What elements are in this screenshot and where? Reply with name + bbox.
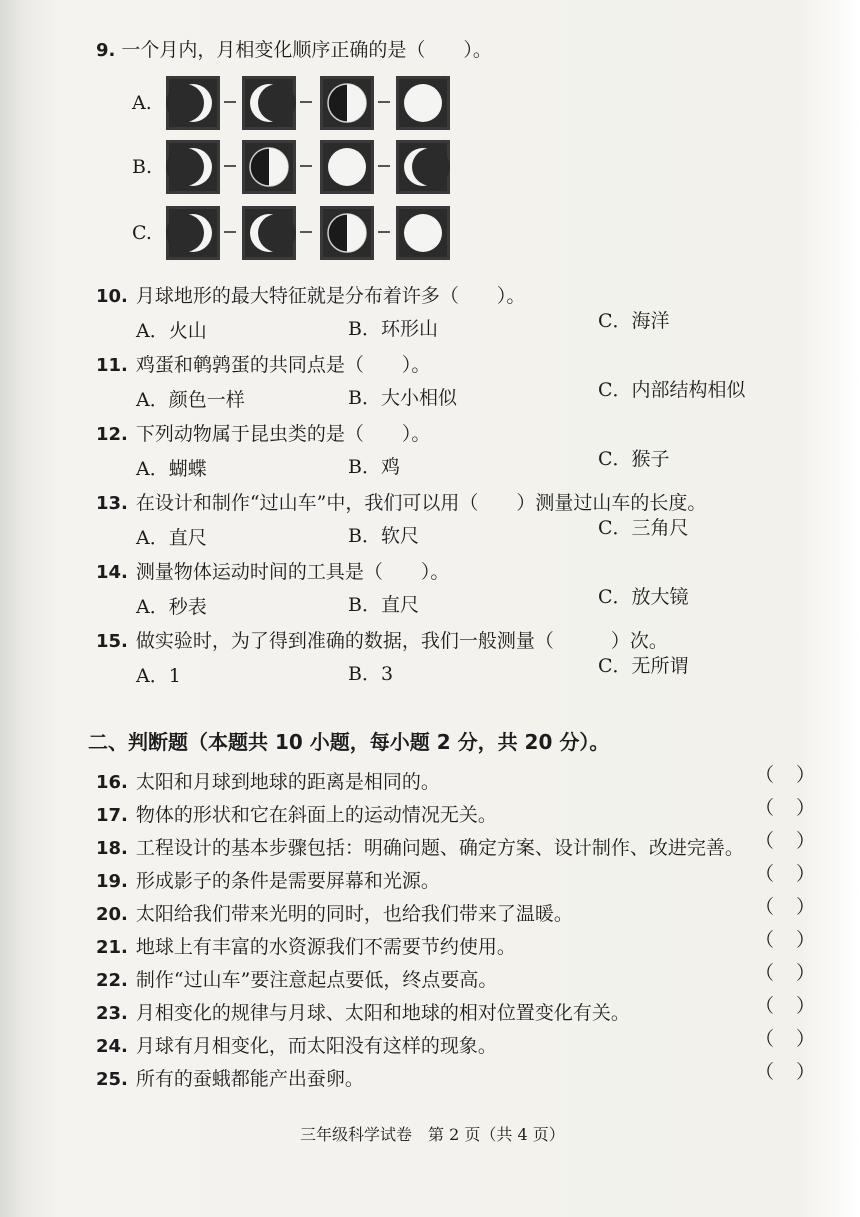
- judgment-item: [96, 1067, 364, 1092]
- first-quarter-moon-icon: [320, 206, 374, 260]
- answer-blank[interactable]: [755, 760, 815, 787]
- answer-option: A．火山: [136, 320, 207, 342]
- question-item: [96, 491, 706, 516]
- first-quarter-moon-icon: [242, 140, 296, 194]
- answer-option: B．3: [348, 663, 394, 685]
- question-text: 在设计和制作“过山车”中，我们可以用（ ）测量过山车的长度。: [135, 492, 707, 514]
- answer-option: C．放大镜: [598, 586, 689, 608]
- close-paren: ）: [795, 1028, 815, 1050]
- answer-option: B．环形山: [348, 318, 438, 340]
- question-item: [96, 422, 430, 447]
- judgment-item: [96, 1001, 630, 1026]
- question-number: 15.: [96, 631, 128, 652]
- question-item: [96, 629, 668, 654]
- open-paren: （: [755, 962, 775, 984]
- answer-blank[interactable]: [755, 1057, 815, 1084]
- waxing-crescent-moon-icon: [166, 140, 220, 194]
- full-moon-moon-icon: [396, 76, 450, 130]
- waxing-crescent-moon-icon: [166, 206, 220, 260]
- answer-option: C．猴子: [598, 448, 670, 470]
- question-text: 物体的形状和它在斜面上的运动情况无关。: [135, 804, 497, 826]
- sequence-dash: [300, 101, 312, 103]
- judgment-item: [96, 902, 573, 927]
- waning-crescent-moon-icon: [396, 140, 450, 194]
- question-number: 10.: [96, 286, 128, 307]
- answer-option: B．鸡: [348, 456, 400, 478]
- question-text: 所有的蚕蛾都能产出蚕卵。: [135, 1068, 364, 1090]
- judgment-item: [96, 869, 440, 894]
- close-paren: ）: [795, 896, 815, 918]
- question-text: 制作“过山车”要注意起点要低，终点要高。: [135, 969, 498, 991]
- answer-blank[interactable]: [755, 1024, 815, 1051]
- answer-option: C．三角尺: [598, 517, 689, 539]
- judgment-item: [96, 770, 440, 795]
- close-paren: ）: [795, 962, 815, 984]
- question-text: 工程设计的基本步骤包括：明确问题、确定方案、设计制作、改进完善。: [135, 837, 744, 859]
- answer-option: C．无所谓: [598, 655, 689, 677]
- question-number: 11.: [96, 355, 128, 376]
- question-number: 21.: [96, 937, 128, 958]
- answer-blank[interactable]: [755, 793, 815, 820]
- answer-option: A．蝴蝶: [136, 458, 207, 480]
- close-paren: ）: [795, 830, 815, 852]
- answer-option: B．直尺: [348, 594, 419, 616]
- section-title: 二、判断题（本题共 10 小题，每小题 2 分，共 20 分）。: [88, 730, 610, 754]
- option-label: B.: [132, 156, 153, 178]
- question-item: [96, 353, 430, 378]
- question-number: 17.: [96, 805, 128, 826]
- answer-option: A．颜色一样: [136, 389, 245, 411]
- question-text: 一个月内，月相变化顺序正确的是（ ）。: [121, 39, 492, 61]
- question-number: 20.: [96, 904, 128, 925]
- option-label: A.: [132, 92, 152, 114]
- question-9: [96, 38, 492, 63]
- option-label: C.: [132, 222, 152, 244]
- answer-option: A．秒表: [136, 596, 207, 618]
- open-paren: （: [755, 797, 775, 819]
- question-number: 12.: [96, 424, 128, 445]
- close-paren: ）: [795, 995, 815, 1017]
- moon-option-row: [132, 206, 462, 262]
- question-number: 19.: [96, 871, 128, 892]
- open-paren: （: [755, 1061, 775, 1083]
- open-paren: （: [755, 830, 775, 852]
- question-number: 23.: [96, 1003, 128, 1024]
- waxing-crescent-moon-icon: [166, 76, 220, 130]
- question-number: 9.: [96, 40, 116, 61]
- judgment-item: [96, 1034, 497, 1059]
- question-text: 月球地形的最大特征就是分布着许多（ ）。: [135, 285, 526, 307]
- waning-crescent-moon-icon: [242, 76, 296, 130]
- question-number: 22.: [96, 970, 128, 991]
- open-paren: （: [755, 995, 775, 1017]
- page-footer: 三年级科学试卷 第 2 页（共 4 页）: [300, 1125, 565, 1144]
- first-quarter-moon-icon: [320, 76, 374, 130]
- question-number: 13.: [96, 493, 128, 514]
- answer-option: B．软尺: [348, 525, 419, 547]
- question-number: 24.: [96, 1036, 128, 1057]
- judgment-item: [96, 968, 497, 993]
- question-text: 做实验时，为了得到准确的数据，我们一般测量（ ）次。: [135, 630, 668, 652]
- sequence-dash: [300, 165, 312, 167]
- answer-blank[interactable]: [755, 925, 815, 952]
- question-item: [96, 560, 449, 585]
- answer-option: C．海洋: [598, 310, 670, 332]
- answer-option: B．大小相似: [348, 387, 457, 409]
- judgment-item: [96, 836, 744, 861]
- answer-blank[interactable]: [755, 892, 815, 919]
- question-number: 18.: [96, 838, 128, 859]
- judgment-item: [96, 803, 497, 828]
- question-text: 形成影子的条件是需要屏幕和光源。: [135, 870, 440, 892]
- moon-option-row: [132, 140, 462, 196]
- question-number: 25.: [96, 1069, 128, 1090]
- question-text: 太阳和月球到地球的距离是相同的。: [135, 771, 440, 793]
- answer-option: A．直尺: [136, 527, 207, 549]
- answer-blank[interactable]: [755, 991, 815, 1018]
- question-text: 太阳给我们带来光明的同时，也给我们带来了温暖。: [135, 903, 573, 925]
- answer-blank[interactable]: [755, 958, 815, 985]
- sequence-dash: [378, 231, 390, 233]
- open-paren: （: [755, 896, 775, 918]
- sequence-dash: [378, 165, 390, 167]
- answer-option: A．1: [136, 665, 181, 687]
- question-text: 鸡蛋和鹌鹑蛋的共同点是（ ）。: [135, 354, 431, 376]
- full-moon-moon-icon: [320, 140, 374, 194]
- sequence-dash: [378, 101, 390, 103]
- question-item: [96, 284, 525, 309]
- open-paren: （: [755, 929, 775, 951]
- judgment-item: [96, 935, 516, 960]
- open-paren: （: [755, 1028, 775, 1050]
- answer-option: C．内部结构相似: [598, 379, 746, 401]
- sequence-dash: [300, 231, 312, 233]
- close-paren: ）: [795, 764, 815, 786]
- sequence-dash: [224, 231, 236, 233]
- question-text: 地球上有丰富的水资源我们不需要节约使用。: [135, 936, 516, 958]
- question-text: 下列动物属于昆虫类的是（ ）。: [135, 423, 431, 445]
- close-paren: ）: [795, 797, 815, 819]
- full-moon-moon-icon: [396, 206, 450, 260]
- close-paren: ）: [795, 929, 815, 951]
- open-paren: （: [755, 764, 775, 786]
- moon-option-row: [132, 76, 462, 132]
- answer-blank[interactable]: [755, 859, 815, 886]
- answer-blank[interactable]: [755, 826, 815, 853]
- sequence-dash: [224, 165, 236, 167]
- question-number: 16.: [96, 772, 128, 793]
- close-paren: ）: [795, 863, 815, 885]
- question-text: 测量物体运动时间的工具是（ ）。: [135, 561, 450, 583]
- question-text: 月相变化的规律与月球、太阳和地球的相对位置变化有关。: [135, 1002, 630, 1024]
- open-paren: （: [755, 863, 775, 885]
- question-text: 月球有月相变化，而太阳没有这样的现象。: [135, 1035, 497, 1057]
- close-paren: ）: [795, 1061, 815, 1083]
- sequence-dash: [224, 101, 236, 103]
- waning-crescent-moon-icon: [242, 206, 296, 260]
- question-number: 14.: [96, 562, 128, 583]
